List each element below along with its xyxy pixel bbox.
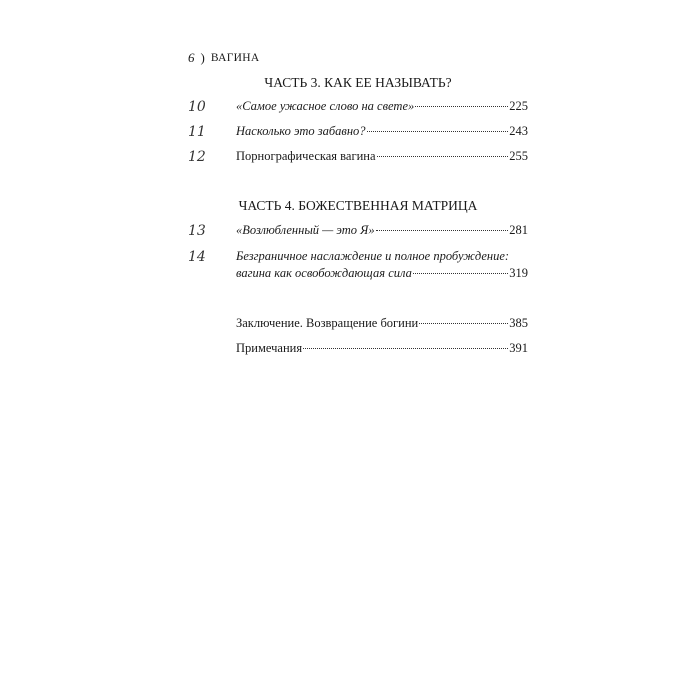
part-3-title: ЧАСТЬ 3. КАК ЕЕ НАЗЫВАТЬ?: [264, 75, 452, 90]
toc-entry-13[interactable]: [188, 223, 528, 243]
chapter-number: 10: [188, 99, 206, 115]
running-title: ВАГИНА: [210, 52, 260, 64]
back-matter-page: 391: [509, 341, 528, 355]
chapter-page: 225: [509, 99, 528, 113]
header-separator: ): [200, 50, 205, 65]
toc-entry-notes[interactable]: [188, 341, 528, 361]
chapter-title: «Возлюбленный — это Я»: [236, 223, 375, 237]
back-matter-title: Примечания: [236, 341, 303, 355]
chapter-number: 11: [188, 124, 206, 140]
dot-leader: [413, 273, 508, 274]
toc-entry-10[interactable]: [188, 99, 528, 119]
chapter-page: 255: [509, 149, 528, 163]
chapter-page: 243: [509, 124, 528, 138]
toc-entry-conclusion[interactable]: [188, 316, 528, 336]
chapter-number: 12: [188, 149, 206, 165]
part-4-title: ЧАСТЬ 4. БОЖЕСТВЕННАЯ МАТРИЦА: [238, 198, 478, 213]
chapter-title: Насколько это забавно?: [236, 124, 366, 138]
toc-entry-14[interactable]: [188, 249, 528, 285]
running-header: [188, 50, 259, 66]
chapter-title-line-2: вагина как освобождающая сила: [236, 266, 412, 280]
chapter-number: 13: [188, 223, 206, 239]
dot-leader: [415, 106, 508, 107]
chapter-page: 319: [509, 266, 528, 280]
chapter-title-line-1: Безграничное наслаждение и полное пробуждение:: [236, 249, 510, 263]
toc-entry-12[interactable]: [188, 149, 528, 169]
back-matter-page: 385: [509, 316, 528, 330]
dot-leader: [377, 156, 509, 157]
dot-leader: [419, 323, 508, 324]
dot-leader: [367, 131, 509, 132]
chapter-title: «Самое ужасное слово на свете»: [236, 99, 415, 113]
chapter-title: Порнографическая вагина: [236, 149, 376, 163]
page-number: 6: [188, 50, 195, 65]
dot-leader: [376, 230, 509, 231]
back-matter-title: Заключение. Возвращение богини: [236, 316, 419, 330]
chapter-page: 281: [509, 223, 528, 237]
toc-entry-11[interactable]: [188, 124, 528, 144]
chapter-number: 14: [188, 249, 206, 265]
dot-leader: [303, 348, 508, 349]
